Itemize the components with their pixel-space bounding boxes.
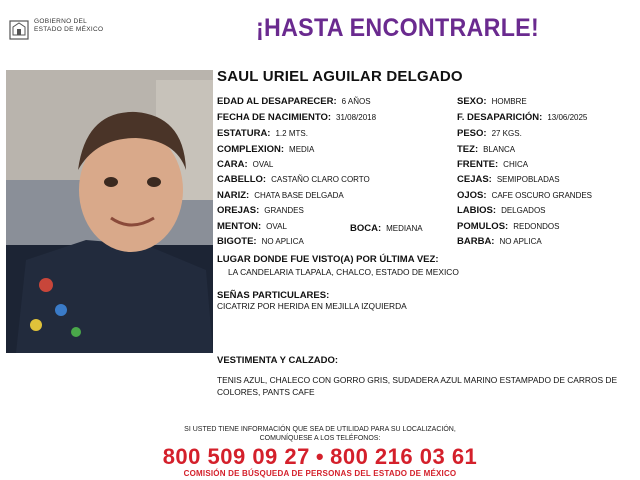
field-value: CHATA BASE DELGADA [254, 191, 344, 200]
field-hair [217, 174, 370, 185]
contact-note-line-2: COMUNÍQUESE A LOS TELÉFONOS: [259, 435, 381, 442]
field-label: LABIOS: [457, 205, 497, 216]
last-seen-label: LUGAR DONDE FUE VISTO(A) POR ÚLTIMA VEZ: [217, 254, 439, 265]
field-label: F. DESAPARICIÓN: [457, 112, 543, 123]
headline: ¡HASTA ENCONTRARLE! [256, 14, 539, 42]
field-label: MENTON: [217, 221, 262, 232]
field-value: 1.2 MTS. [275, 129, 308, 138]
contact-note-line-1: SI USTED TIENE INFORMACIÓN QUE SEA DE UTILIDAD PARA SU LOCALIZACIÓN, [184, 426, 456, 433]
field-age [217, 96, 371, 107]
field-value: CHICA [503, 160, 529, 169]
field-mouth [350, 223, 423, 234]
field-label: OJOS: [457, 190, 487, 201]
field-value: MEDIA [289, 145, 315, 154]
field-build [217, 144, 314, 155]
field-label: PESO: [457, 128, 487, 139]
field-value: SEMIPOBLADAS [496, 175, 560, 184]
field-label: ESTATURA: [217, 128, 271, 139]
phone-1[interactable]: 800 509 09 27 [162, 444, 310, 469]
field-value: 13/06/2025 [547, 113, 588, 122]
field-label: CARA: [217, 159, 248, 170]
last-seen-value: LA CANDELARIA TLAPALA, CHALCO, ESTADO DE MEXICO [228, 267, 459, 277]
field-label: CABELLO: [217, 174, 267, 185]
field-value: CASTAÑO CLARO CORTO [271, 175, 370, 184]
field-value: OVAL [266, 222, 287, 231]
footer-commission: COMISIÓN DE BÚSQUEDA DE PERSONAS DEL ESTADO DE MÉXICO [183, 469, 457, 478]
field-value: BLANCA [483, 145, 516, 154]
marks-value: CICATRIZ POR HERIDA EN MEJILLA IZQUIERDA [217, 301, 407, 311]
field-label: CEJAS: [457, 174, 492, 185]
clothing-label: VESTIMENTA Y CALZADO: [217, 355, 339, 366]
field-value: 27 KGS. [491, 129, 522, 138]
missing-person-photo [6, 70, 213, 353]
field-value: DELGADOS [501, 206, 546, 215]
field-disappearance-date [457, 112, 587, 123]
field-value: OVAL [252, 160, 274, 169]
field-label: TEZ: [457, 144, 479, 155]
field-label: EDAD AL DESAPARECER: [217, 96, 337, 107]
person-name: SAUL URIEL AGUILAR DELGADO [217, 68, 463, 85]
field-lips [457, 205, 546, 216]
logo-line-1: GOBIERNO DEL [34, 18, 88, 25]
phone-numbers [0, 444, 640, 470]
marks-label: SEÑAS PARTICULARES: [217, 290, 330, 301]
field-complexion [457, 144, 515, 155]
field-nose [217, 190, 344, 201]
clothing-value: TENIS AZUL, CHALECO CON GORRO GRIS, SUDADERA AZUL MARINO ESTAMPADO DE CARROS DE COLORES, PANTS CAFE [217, 375, 618, 397]
field-value: NO APLICA [499, 237, 542, 246]
field-label: FECHA DE NACIMIENTO: [217, 112, 331, 123]
field-label: OREJAS: [217, 205, 260, 216]
field-label: NARIZ: [217, 190, 250, 201]
field-label: POMULOS: [457, 221, 509, 232]
phone-separator: • [315, 444, 325, 469]
field-birth-date [217, 112, 376, 123]
field-weight [457, 128, 522, 139]
field-label: BIGOTE: [217, 236, 257, 247]
field-eyes [457, 190, 592, 201]
field-height [217, 128, 308, 139]
field-value: CAFE OSCURO GRANDES [491, 191, 593, 200]
field-value: HOMBRE [491, 97, 527, 106]
field-value: GRANDES [264, 206, 304, 215]
field-ears [217, 205, 304, 216]
field-mustache [217, 236, 304, 247]
field-label: COMPLEXION: [217, 144, 285, 155]
field-value: NO APLICA [261, 237, 304, 246]
field-value: 31/08/2018 [336, 113, 377, 122]
field-chin [217, 221, 287, 232]
field-sex [457, 96, 527, 107]
state-seal-icon [8, 18, 30, 42]
field-cheekbones [457, 221, 559, 232]
field-label: FRENTE: [457, 159, 499, 170]
field-label: BARBA: [457, 236, 495, 247]
logo-line-2: ESTADO DE MÉXICO [34, 26, 104, 33]
field-value: MEDIANA [386, 224, 423, 233]
field-value: 6 AÑOS [341, 97, 371, 106]
field-face [217, 159, 273, 170]
field-eyebrows [457, 174, 560, 185]
field-beard [457, 236, 542, 247]
phone-2[interactable]: 800 216 03 61 [330, 444, 478, 469]
government-logo [8, 18, 103, 42]
field-value: REDONDOS [513, 222, 560, 231]
field-label: SEXO: [457, 96, 487, 107]
field-label: BOCA: [350, 223, 382, 234]
field-forehead [457, 159, 528, 170]
